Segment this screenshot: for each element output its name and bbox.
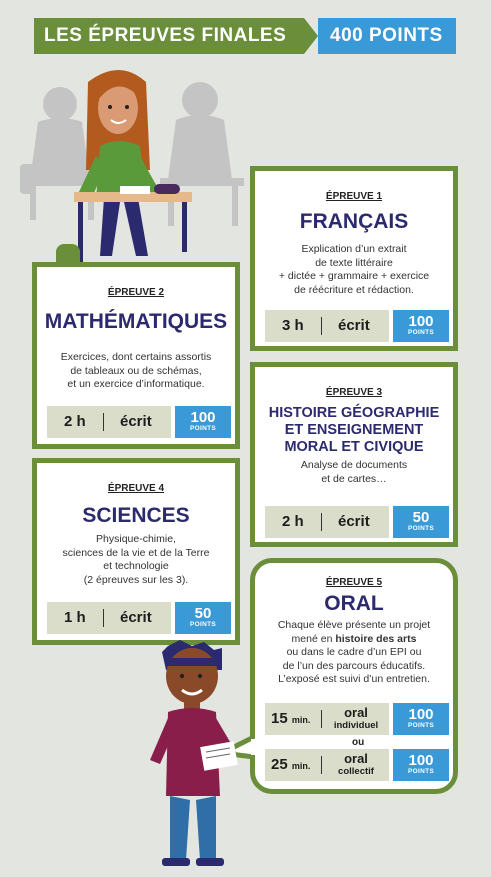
card-maths-title: MATHÉMATIQUES [44,310,228,333]
duration: 2 h [64,413,86,430]
desc-line: de texte littéraire [315,256,393,269]
header-points: 400 POINTS [330,25,443,46]
type-sub: individuel [333,720,379,731]
desc-line: sciences de la vie et de la Terre [62,546,210,559]
duration-value: 15 [271,710,288,727]
card-sciences-info-bar [47,602,231,634]
duration [271,749,310,781]
divider [321,756,322,774]
type-main: oral [344,751,368,766]
desc-line: Chaque élève présente un projet [277,619,431,631]
card-maths-desc [43,351,229,392]
card-francais [250,166,458,351]
exam-type [323,749,389,781]
exam-type: écrit [338,317,370,334]
divider [321,317,322,335]
points-unit: POINTS [190,425,216,432]
points-value: 100 [408,752,434,769]
desc-line: ou dans le cadre d’un EPI ou [286,646,422,658]
card-francais-info-bar [265,310,449,342]
desc-line: et un exercice d’informatique. [67,378,205,390]
points-value: 100 [408,706,434,723]
or-separator: ou [352,737,365,748]
type-sub: collectif [338,766,374,777]
title-line: ET ENSEIGNEMENT [284,422,424,438]
divider [321,710,322,728]
card-francais-desc [261,243,447,297]
duration-unit: min. [291,761,311,771]
points-unit: POINTS [408,329,434,336]
desc-line [261,633,447,647]
exam-type: écrit [120,413,152,430]
duration: 2 h [282,513,304,530]
card-maths [32,262,240,449]
card-francais-label: ÉPREUVE 1 [325,191,383,202]
title-line: HISTOIRE GÉOGRAPHIE [268,405,440,421]
title-line: MORAL ET CIVIQUE [284,439,424,455]
desc-highlight: histoire des arts [335,632,417,645]
card-sciences-label: ÉPREUVE 4 [107,483,165,494]
type-main: oral [344,705,368,720]
card-histoire-title [255,405,453,456]
points-badge [175,406,231,438]
desc-text: mené en [291,632,336,645]
desc-line: de réécriture et rédaction. [294,283,414,296]
card-oral-title: ORAL [324,592,384,615]
card-oral [250,558,458,794]
oral-option-individuel [265,703,449,735]
card-maths-label: ÉPREUVE 2 [107,287,165,298]
divider [103,413,104,431]
points-badge [393,749,449,781]
desc-line: et technologie [103,560,169,572]
divider [321,513,322,531]
points-unit: POINTS [408,768,434,775]
desc-line: Analyse de documents [300,459,408,471]
duration-value: 25 [271,756,288,773]
points-value: 100 [190,409,216,426]
desc-line: de l’un des parcours éducatifs. [282,659,426,672]
desc-line: (2 épreuves sur les 3). [83,573,189,586]
desc-line: Exercices, dont certains assortis [60,351,212,363]
points-badge [175,602,231,634]
points-badge [393,506,449,538]
card-sciences-title: SCIENCES [82,504,190,527]
points-badge [393,310,449,342]
points-unit: POINTS [408,722,434,729]
students-illustration [0,60,260,280]
card-histoire-label: ÉPREUVE 3 [325,387,383,398]
divider [103,609,104,627]
desc-line: et de cartes… [321,472,387,485]
card-oral-desc [261,619,447,687]
exam-type [323,703,389,735]
desc-line: de tableaux ou de schémas, [70,364,202,377]
points-unit: POINTS [190,621,216,628]
header-arrow [304,18,318,54]
points-value: 100 [408,313,434,330]
card-sciences-desc [43,533,229,587]
card-histoire-info-bar [265,506,449,538]
points-badge [393,703,449,735]
duration: 3 h [282,317,304,334]
card-maths-info-bar [47,406,231,438]
boy-illustration [140,640,250,872]
oral-option-collectif [265,749,449,781]
desc-line: L’exposé est suivi d’un entretien. [278,673,430,685]
card-sciences [32,458,240,645]
card-francais-title: FRANÇAIS [299,210,409,233]
duration: 1 h [64,609,86,626]
desc-line: Physique-chimie, [96,533,176,545]
card-histoire [250,362,458,547]
duration-unit: min. [291,715,311,725]
card-histoire-desc [261,459,447,486]
desc-line: Explication d’un extrait [301,243,407,255]
points-value: 50 [412,509,430,526]
header-title: LES ÉPREUVES FINALES [44,25,287,46]
card-oral-label: ÉPREUVE 5 [325,577,383,588]
duration [271,703,310,735]
points-value: 50 [194,605,212,622]
exam-type: écrit [120,609,152,626]
exam-type: écrit [338,513,370,530]
points-unit: POINTS [408,525,434,532]
desc-line: + dictée + grammaire + exercice [278,270,430,282]
